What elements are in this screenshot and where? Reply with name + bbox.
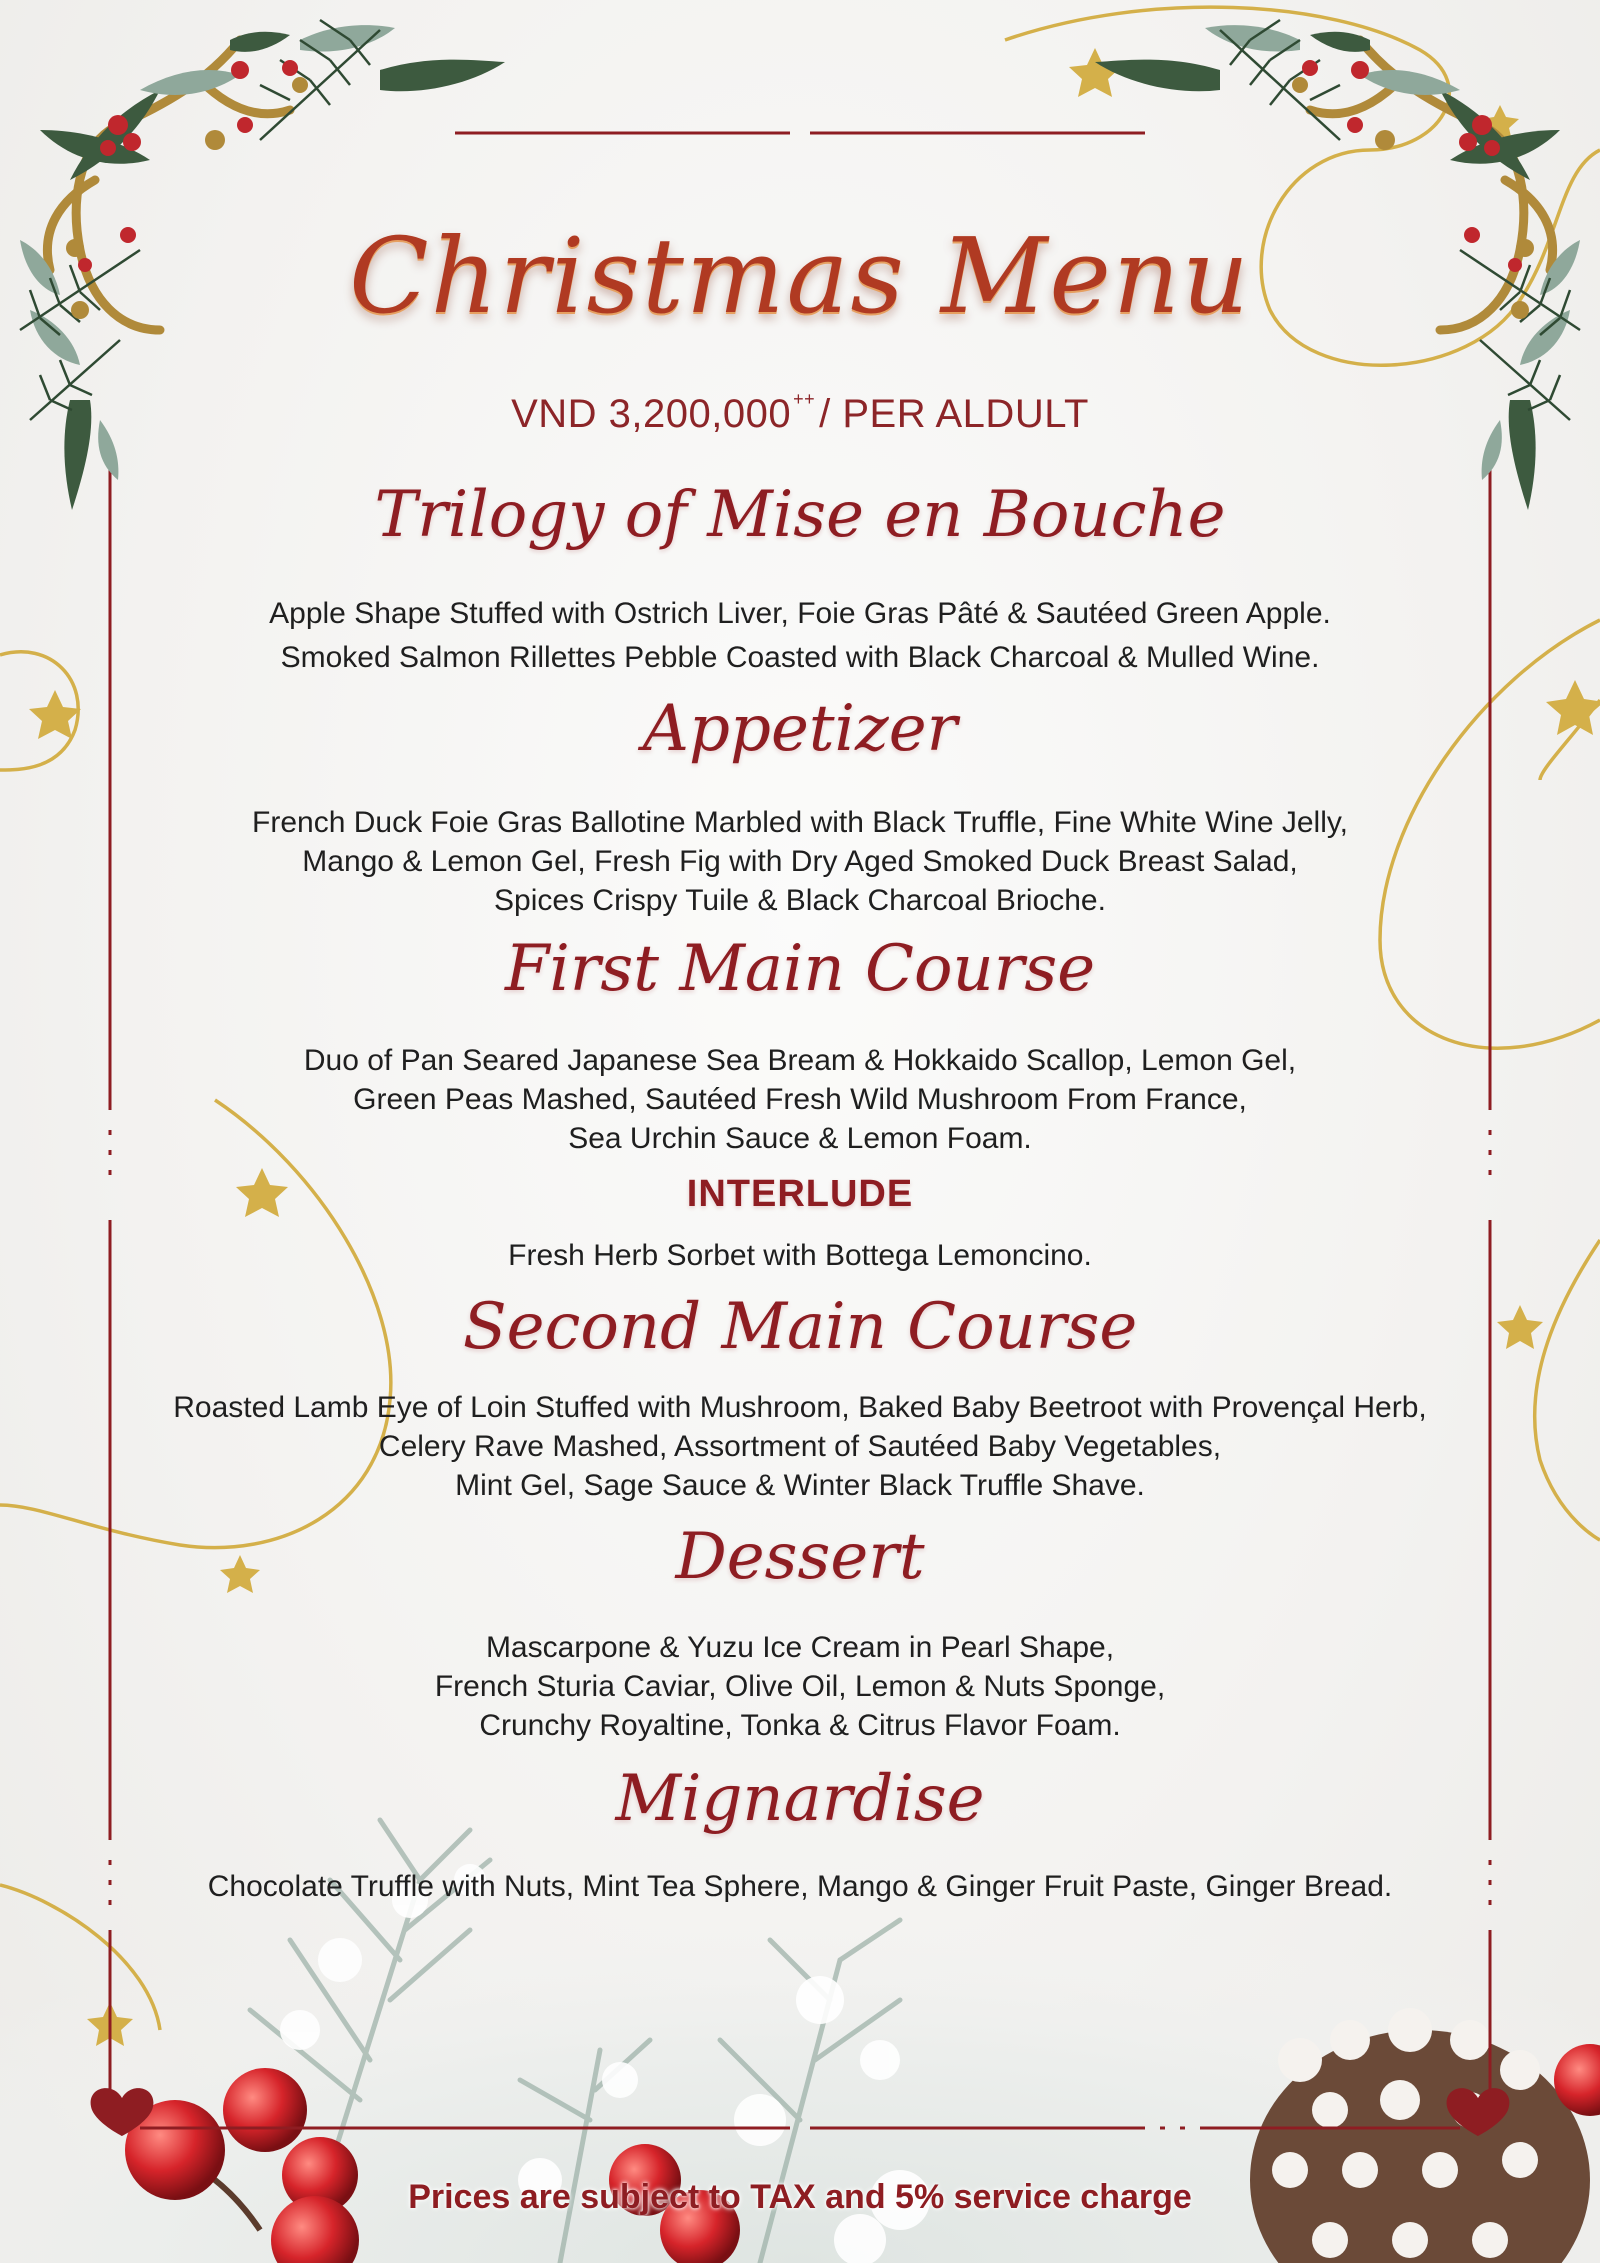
section-heading-trilogy: Trilogy of Mise en Bouche (374, 478, 1226, 552)
menu-line: Duo of Pan Seared Japanese Sea Bream & Hokkaido Scallop, Lemon Gel, (303, 1044, 1297, 1077)
menu-line: Celery Rave Mashed, Assortment of Sautéed Baby Vegetables, (378, 1430, 1222, 1463)
price-line (0, 388, 1600, 437)
menu-line: Mango & Lemon Gel, Fresh Fig with Dry Aged Smoked Duck Breast Salad, (302, 845, 1298, 878)
menu-line: Mascarpone & Yuzu Ice Cream in Pearl Shape, (485, 1631, 1115, 1664)
section-heading-dessert: Dessert (675, 1520, 925, 1594)
menu-line: Green Peas Mashed, Sautéed Fresh Wild Mushroom From France, (353, 1083, 1247, 1116)
menu-line: Crunchy Royaltine, Tonka & Citrus Flavor Foam. (479, 1709, 1121, 1742)
menu-line: Roasted Lamb Eye of Loin Stuffed with Mushroom, Baked Baby Beetroot with Provençal Herb, (173, 1391, 1427, 1424)
price-unit: / PER ALDULT (819, 392, 1089, 436)
menu-line: Smoked Salmon Rillettes Pebble Coasted with Black Charcoal & Mulled Wine. (280, 641, 1320, 674)
menu-line: Mint Gel, Sage Sauce & Winter Black Truffle Shave. (455, 1469, 1145, 1502)
section-text-interlude (0, 1236, 1600, 1275)
section-text-mignardise (0, 1867, 1600, 1906)
menu-line: French Duck Foie Gras Ballotine Marbled with Black Truffle, Fine White Wine Jelly, (252, 806, 1348, 839)
menu-line: Sea Urchin Sauce & Lemon Foam. (568, 1122, 1032, 1155)
section-heading-first-main: First Main Course (504, 932, 1096, 1006)
price-disclaimer: Prices are subject to TAX and 5% service charge (408, 2178, 1192, 2216)
menu-line: Chocolate Truffle with Nuts, Mint Tea Sphere, Mango & Ginger Fruit Paste, Ginger Bread. (207, 1870, 1393, 1903)
menu-line: French Sturia Caviar, Olive Oil, Lemon & Nuts Sponge, (434, 1670, 1166, 1703)
section-text-first-main (0, 1041, 1600, 1158)
section-heading-appetizer: Appetizer (642, 692, 958, 766)
section-text-dessert (0, 1628, 1600, 1745)
price-mark: ++ (793, 388, 816, 409)
section-text-second-main (0, 1388, 1600, 1505)
price-amount: VND 3,200,000 (511, 392, 792, 436)
menu-line: Spices Crispy Tuile & Black Charcoal Brioche. (494, 884, 1106, 917)
menu-line: Fresh Herb Sorbet with Bottega Lemoncino. (508, 1239, 1092, 1272)
section-text-trilogy (0, 592, 1600, 680)
menu-line: Apple Shape Stuffed with Ostrich Liver, Foie Gras Pâté & Sautéed Green Apple. (269, 597, 1331, 630)
section-heading-second-main: Second Main Course (462, 1290, 1138, 1364)
section-heading-mignardise: Mignardise (615, 1762, 985, 1836)
menu-title: Christmas Menu (349, 215, 1251, 337)
section-text-appetizer (0, 803, 1600, 920)
section-heading-interlude: INTERLUDE (686, 1173, 914, 1215)
